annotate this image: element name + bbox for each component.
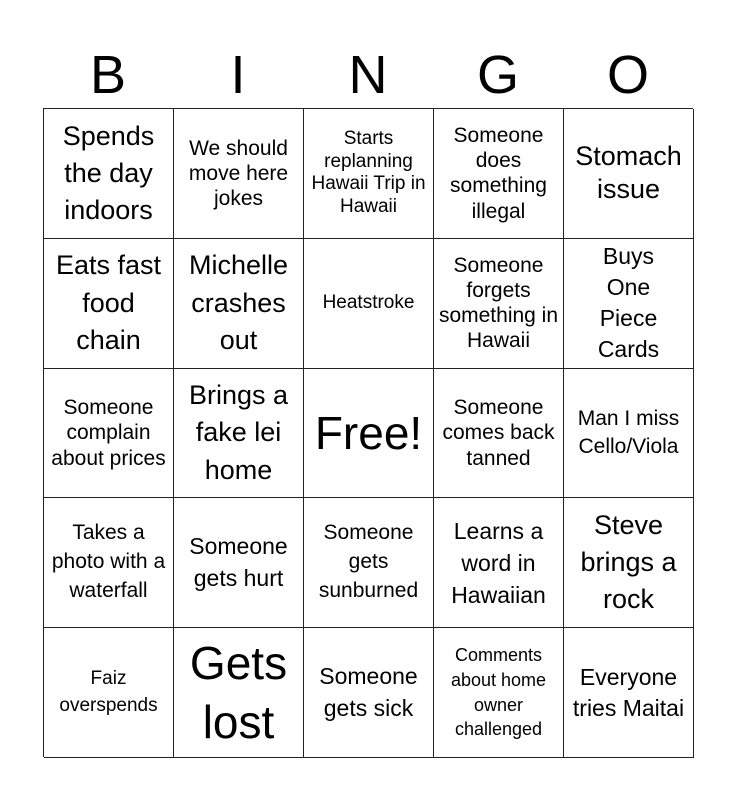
cell-text: Free! bbox=[314, 406, 423, 459]
bingo-cell bbox=[564, 628, 694, 758]
bingo-cell bbox=[44, 109, 174, 239]
bingo-cell bbox=[564, 239, 694, 369]
bingo-cell bbox=[174, 369, 304, 499]
header-letter-o: O bbox=[606, 45, 649, 105]
cell-text: Everyone tries Maitai bbox=[572, 664, 685, 721]
cell-text: Faiz overspends bbox=[59, 668, 158, 716]
bingo-cell bbox=[44, 498, 174, 628]
cell-text: Buys One Piece Cards bbox=[597, 243, 660, 363]
header-letter-i: I bbox=[230, 45, 246, 105]
cell-text: Someone comes back tanned bbox=[442, 396, 555, 470]
bingo-cell bbox=[434, 239, 564, 369]
cell-text: Brings a fake lei home bbox=[188, 380, 289, 485]
bingo-cell bbox=[304, 109, 434, 239]
bingo-cell bbox=[174, 109, 304, 239]
bingo-cell bbox=[564, 369, 694, 499]
bingo-cell bbox=[434, 628, 564, 758]
cell-text: Eats fast food chain bbox=[55, 250, 162, 355]
cell-text: Someone gets hurt bbox=[189, 533, 288, 591]
bingo-cell bbox=[564, 109, 694, 239]
header-letter-g: G bbox=[476, 45, 519, 105]
cell-text: Starts replanning Hawaii Trip in Hawaii bbox=[311, 127, 426, 218]
bingo-cell bbox=[434, 369, 564, 499]
bingo-cell bbox=[174, 239, 304, 369]
header-letter-b: B bbox=[89, 45, 127, 105]
cell-text: Stomach issue bbox=[575, 140, 682, 205]
bingo-cell bbox=[304, 239, 434, 369]
bingo-card-grid bbox=[43, 108, 693, 757]
cell-text: Gets lost bbox=[189, 636, 288, 748]
cell-text: Michelle crashes out bbox=[188, 250, 289, 355]
bingo-cell bbox=[174, 628, 304, 758]
bingo-cell bbox=[304, 498, 434, 628]
bingo-cell bbox=[304, 369, 434, 499]
cell-text: Man I miss Cello/Viola bbox=[577, 407, 680, 458]
cell-text: Someone gets sick bbox=[319, 662, 418, 721]
header-letter-n: N bbox=[348, 45, 388, 105]
bingo-cell bbox=[434, 498, 564, 628]
cell-text: Heatstroke bbox=[322, 291, 415, 313]
bingo-cell bbox=[44, 369, 174, 499]
bingo-cell bbox=[44, 628, 174, 758]
bingo-cell bbox=[564, 498, 694, 628]
bingo-header bbox=[43, 42, 693, 108]
bingo-cell bbox=[44, 239, 174, 369]
cell-text: Someone forgets something in Hawaii bbox=[438, 253, 559, 353]
cell-text: Learns a word in Hawaiian bbox=[451, 517, 546, 608]
bingo-cell bbox=[304, 628, 434, 758]
bingo-cell bbox=[174, 498, 304, 628]
cell-text: Someone does something illegal bbox=[450, 124, 547, 223]
cell-text: Spends the day indoors bbox=[62, 120, 155, 226]
cell-text: Someone gets sunburned bbox=[318, 521, 419, 603]
cell-text: We should move here jokes bbox=[188, 136, 289, 210]
bingo-cell bbox=[434, 109, 564, 239]
cell-text: Someone complain about prices bbox=[51, 396, 166, 470]
cell-text: Takes a photo with a waterfall bbox=[51, 521, 166, 603]
cell-text: Comments about home owner challenged bbox=[450, 644, 547, 740]
cell-text: Steve brings a rock bbox=[580, 509, 677, 615]
